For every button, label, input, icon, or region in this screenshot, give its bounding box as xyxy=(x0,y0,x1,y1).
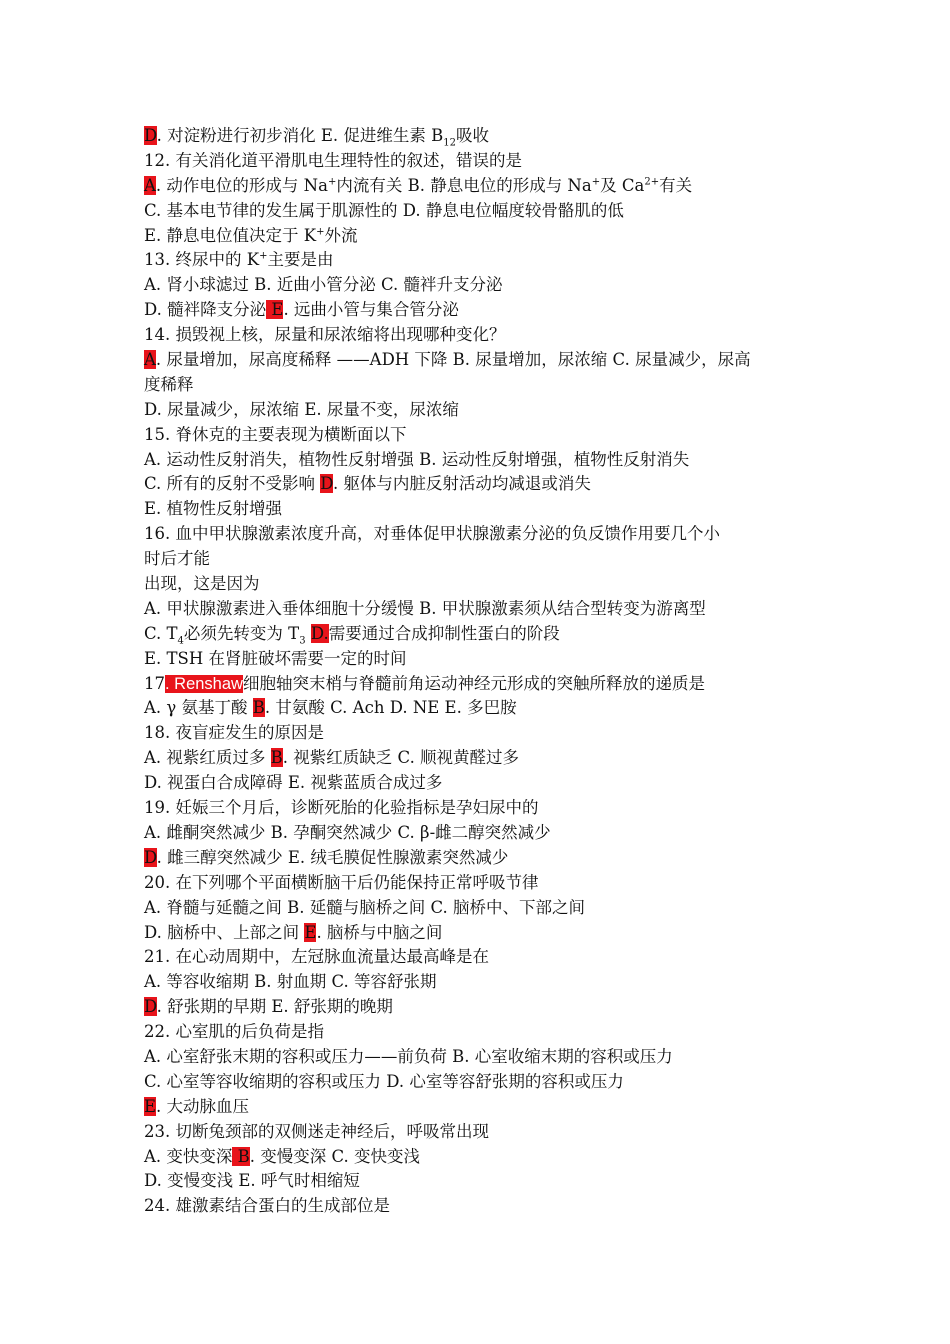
text-line xyxy=(144,448,824,473)
text-segment: D. 尿量减少，尿浓缩 E. 尿量不变，尿浓缩 xyxy=(144,399,459,419)
text-line xyxy=(144,572,824,597)
text-line xyxy=(144,149,824,174)
answer-highlight: E xyxy=(266,300,284,320)
text-segment: . 变慢变深 C. 变快变浅 xyxy=(249,1146,421,1166)
text-segment: C. 所有的反射不受影响 xyxy=(144,474,321,494)
text-line xyxy=(144,696,824,721)
text-line xyxy=(144,1045,824,1070)
document-body xyxy=(144,124,824,1219)
text-segment: 24. 雄激素结合蛋白的生成部位是 xyxy=(144,1196,390,1216)
answer-highlight: B xyxy=(232,1146,250,1166)
text-line xyxy=(144,1020,824,1045)
subscript: 3 xyxy=(299,635,306,647)
text-line xyxy=(144,1070,824,1095)
text-line xyxy=(144,970,824,995)
text-segment: 21. 在心动周期中，左冠脉血流量达最高峰是在 xyxy=(144,947,489,967)
text-segment: . 动作电位的形成与 Na xyxy=(155,175,328,195)
text-segment: 16. 血中甲状腺激素浓度升高，对垂体促甲状腺激素分泌的负反馈作用要几个小 xyxy=(144,524,720,544)
superscript: + xyxy=(316,226,325,238)
text-segment: 有关 xyxy=(659,175,693,195)
text-segment: . 视紫红质缺乏 C. 顺视黄醛过多 xyxy=(282,748,520,768)
text-segment: A. 肾小球滤过 B. 近曲小管分泌 C. 髓袢升支分泌 xyxy=(144,275,503,295)
text-line xyxy=(144,1194,824,1219)
text-segment: 20. 在下列哪个平面横断脑干后仍能保持正常呼吸节律 xyxy=(144,872,539,892)
text-line xyxy=(144,1145,824,1170)
text-line xyxy=(144,821,824,846)
superscript: + xyxy=(259,250,268,262)
answer-highlight: E xyxy=(304,922,317,942)
text-segment: 19. 妊娠三个月后，诊断死胎的化验指标是孕妇尿中的 xyxy=(144,798,539,818)
text-segment: 需要通过合成抑制性蛋白的阶段 xyxy=(328,623,560,643)
text-segment: 吸收 xyxy=(456,126,490,145)
answer-highlight: D. xyxy=(310,623,329,643)
text-segment: 15. 脊休克的主要表现为横断面以下 xyxy=(144,424,407,444)
text-line xyxy=(144,547,824,572)
text-segment: D. 髓袢降支分泌 xyxy=(144,300,267,320)
text-line xyxy=(144,721,824,746)
text-segment: 细胞轴突末梢与脊髓前角运动神经元形成的突触所释放的递质是 xyxy=(242,673,705,693)
text-segment: A. γ 氨基丁酸 xyxy=(144,698,253,718)
text-segment: . 尿量增加，尿高度稀释 ——ADH 下降 B. 尿量增加，尿浓缩 C. 尿量减少，尿高 xyxy=(155,350,751,370)
text-segment: A. 脊髓与延髓之间 B. 延髓与脑桥之间 C. 脑桥中、下部之间 xyxy=(144,897,586,917)
text-line xyxy=(144,522,824,547)
text-line xyxy=(144,398,824,423)
text-segment: . 雌三醇突然减少 E. 绒毛膜促性腺激素突然减少 xyxy=(156,847,509,867)
text-line xyxy=(144,298,824,323)
text-segment: . 脑桥与中脑之间 xyxy=(316,922,443,942)
text-segment: E. 植物性反射增强 xyxy=(144,499,283,519)
text-line xyxy=(144,248,824,273)
text-segment: . 远曲小管与集合管分泌 xyxy=(283,300,459,320)
answer-highlight: . Renshaw xyxy=(165,674,243,693)
text-line xyxy=(144,945,824,970)
answer-highlight: E xyxy=(144,1096,157,1116)
text-segment: . 甘氨酸 C. Ach D. NE E. 多巴胺 xyxy=(264,698,517,718)
text-segment: . 躯体与内脏反射活动均减退或消失 xyxy=(332,474,591,494)
text-segment: A. 运动性反射消失，植物性反射增强 B. 运动性反射增强，植物性反射消失 xyxy=(144,449,690,469)
text-line xyxy=(144,647,824,672)
text-line xyxy=(144,423,824,448)
text-segment: E. TSH 在肾脏破坏需要一定的时间 xyxy=(144,648,407,668)
answer-highlight: D xyxy=(144,847,157,867)
text-segment: 14. 损毁视上核，尿量和尿浓缩将出现哪种变化？ xyxy=(144,325,506,345)
text-line xyxy=(144,622,824,647)
answer-highlight: D xyxy=(144,997,157,1017)
answer-highlight: B xyxy=(252,698,265,718)
text-segment: 23. 切断兔颈部的双侧迷走神经后，呼吸常出现 xyxy=(144,1121,489,1141)
text-line xyxy=(144,273,824,298)
text-segment: D. 视蛋白合成障碍 E. 视紫蓝质合成过多 xyxy=(144,773,443,793)
answer-highlight: A xyxy=(144,350,156,370)
text-line xyxy=(144,921,824,946)
text-line xyxy=(144,672,824,697)
text-line xyxy=(144,796,824,821)
subscript: 12 xyxy=(443,137,457,149)
text-segment: 主要是由 xyxy=(267,250,334,270)
text-line xyxy=(144,224,824,249)
text-segment: D. 脑桥中、上部之间 xyxy=(144,922,305,942)
text-segment: 出现，这是因为 xyxy=(144,574,260,594)
text-segment: A. 变快变深 xyxy=(144,1146,233,1166)
text-segment: 内流有关 B. 静息电位的形成与 Na xyxy=(336,175,592,195)
text-segment: . 大动脉血压 xyxy=(156,1096,250,1116)
text-segment: 必须先转变为 T xyxy=(183,623,300,643)
text-line xyxy=(144,174,824,199)
text-line xyxy=(144,597,824,622)
text-line xyxy=(144,348,824,373)
text-segment: A. 甲状腺激素进入垂体细胞十分缓慢 B. 甲状腺激素须从结合型转变为游离型 xyxy=(144,598,706,618)
text-line xyxy=(144,896,824,921)
text-line xyxy=(144,323,824,348)
subscript: 4 xyxy=(177,635,184,647)
answer-highlight: D xyxy=(144,126,157,145)
text-line xyxy=(144,124,824,149)
text-segment: D. 变慢变浅 E. 呼气时相缩短 xyxy=(144,1171,360,1191)
text-segment: 17 xyxy=(144,673,165,693)
text-segment: 外流 xyxy=(324,225,358,245)
text-segment: A. 心室舒张末期的容积或压力——前负荷 B. 心室收缩末期的容积或压力 xyxy=(144,1046,673,1066)
text-line xyxy=(144,373,824,398)
text-segment: 12. 有关消化道平滑肌电生理特性的叙述，错误的是 xyxy=(144,150,522,170)
text-line xyxy=(144,1169,824,1194)
answer-highlight: A xyxy=(144,175,156,195)
text-segment: 22. 心室肌的后负荷是指 xyxy=(144,1022,324,1042)
superscript: + xyxy=(591,176,601,188)
text-line xyxy=(144,472,824,497)
text-line xyxy=(144,746,824,771)
text-segment: E. 静息电位值决定于 K xyxy=(144,225,317,245)
answer-highlight: B xyxy=(270,748,283,768)
text-line xyxy=(144,199,824,224)
text-segment: . 舒张期的早期 E. 舒张期的晚期 xyxy=(156,997,393,1017)
text-line xyxy=(144,1095,824,1120)
text-segment: . 对淀粉进行初步消化 E. 促进维生素 B xyxy=(156,126,444,145)
text-segment: 时后才能 xyxy=(144,549,210,569)
text-segment: 18. 夜盲症发生的原因是 xyxy=(144,723,324,743)
text-segment: A. 视紫红质过多 xyxy=(144,748,271,768)
text-segment: 13. 终尿中的 K xyxy=(144,250,260,270)
text-line xyxy=(144,846,824,871)
text-segment: A. 雌酮突然减少 B. 孕酮突然减少 C. β-雌二醇突然减少 xyxy=(144,822,551,842)
text-line xyxy=(144,871,824,896)
text-line xyxy=(144,497,824,522)
superscript: 2+ xyxy=(644,176,660,188)
text-segment: A. 等容收缩期 B. 射血期 C. 等容舒张期 xyxy=(144,972,437,992)
text-segment: 度稀释 xyxy=(144,374,194,394)
text-line xyxy=(144,995,824,1020)
text-segment: 及 Ca xyxy=(600,175,645,195)
text-segment: C. T xyxy=(144,623,178,643)
text-segment: C. 心室等容收缩期的容积或压力 D. 心室等容舒张期的容积或压力 xyxy=(144,1071,624,1091)
superscript: + xyxy=(327,176,337,188)
text-line xyxy=(144,771,824,796)
text-line xyxy=(144,1120,824,1145)
answer-highlight: D xyxy=(320,474,333,494)
text-segment: C. 基本电节律的发生属于肌源性的 D. 静息电位幅度较骨骼肌的低 xyxy=(144,200,624,220)
